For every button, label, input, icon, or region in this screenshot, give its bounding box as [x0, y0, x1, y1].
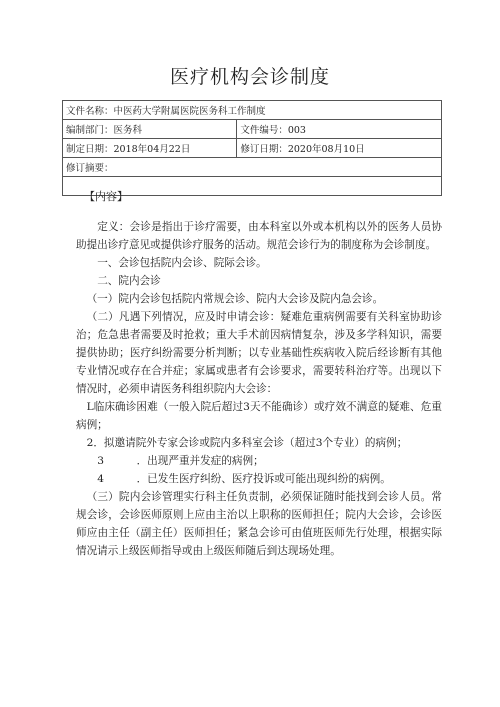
paragraph-scope: 一、会诊包括院内会诊、院际会诊。: [97, 257, 267, 269]
list-item-3-number: 3: [97, 455, 104, 467]
paragraph-definition: 定义：会诊是指出于诊疗需要，由本科室以外或本机构以外的医务人员协助提出诊疗意见或提供诊疗服务的活动。规范会诊行为的制度称为会诊制度。: [76, 221, 442, 251]
paragraph-2-1: （一）院内会诊包括院内常规会诊、院内大会诊及院内急会诊。: [86, 293, 384, 305]
list-item-3: [76, 452, 442, 470]
revised-date-cell: 修订日期：2020年08月10日: [237, 139, 442, 158]
paragraph-heading-2: 二、院内会诊: [97, 275, 161, 287]
file-number-cell: 文件编号：003: [237, 120, 442, 139]
section-heading: 【内容】: [84, 190, 128, 203]
file-name-cell: 文件名称：中医药大学附属医院医务科工作制度: [63, 101, 442, 120]
list-item-4-text: ．已发生医疗纠纷、医疗投诉或可能出现纠纷的病例。: [136, 473, 391, 485]
paragraph-2-2: （二）凡遇下列情况，应及时申请会诊：疑难危重病例需要有关科室协助诊治；危急患者需要及时抢救；重大手术前因病情复杂，涉及多学科知识，需要提供协助；医疗纠纷需要分析判断；以专业基础性疾病收入院后经诊断有其他专业情况或存在合并症；家属或患者有会诊要求，需要转科治疗等。出现以下情况时，必须申请医务科组织院内大会诊：: [76, 311, 442, 395]
department-cell: 编制部门：医务科: [63, 120, 237, 139]
made-date-cell: 制定日期：2018年04月22日: [63, 139, 237, 158]
page-title: 医疗机构会诊制度: [169, 66, 330, 88]
document-meta-table: [62, 100, 442, 196]
list-item-4-number: 4: [97, 473, 104, 485]
summary-cell: 修订摘要：: [63, 158, 442, 177]
body-text: [76, 218, 442, 560]
list-item-2: 2．拟邀请院外专家会诊或院内多科室会诊（超过3个专业）的病例；: [86, 437, 408, 449]
paragraph-2-3: （三）院内会诊管理实行科主任负责制，必须保证随时能找到会诊人员。常规会诊，会诊医师原则上应由主治以上职称的医师担任；院内大会诊，会诊医师应由主任（副主任）医师担任；紧急会诊可由值班医师先行处理，根据实际情况请示上级医师指导或由上级医师随后到达现场处理。: [76, 491, 442, 557]
list-item-3-text: ．出现严重并发症的病例；: [136, 455, 264, 467]
list-item-1: L临床确诊困难（一般入院后超过3天不能确诊）或疗效不满意的疑难、危重病例；: [76, 401, 442, 431]
list-item-4: [76, 470, 442, 488]
